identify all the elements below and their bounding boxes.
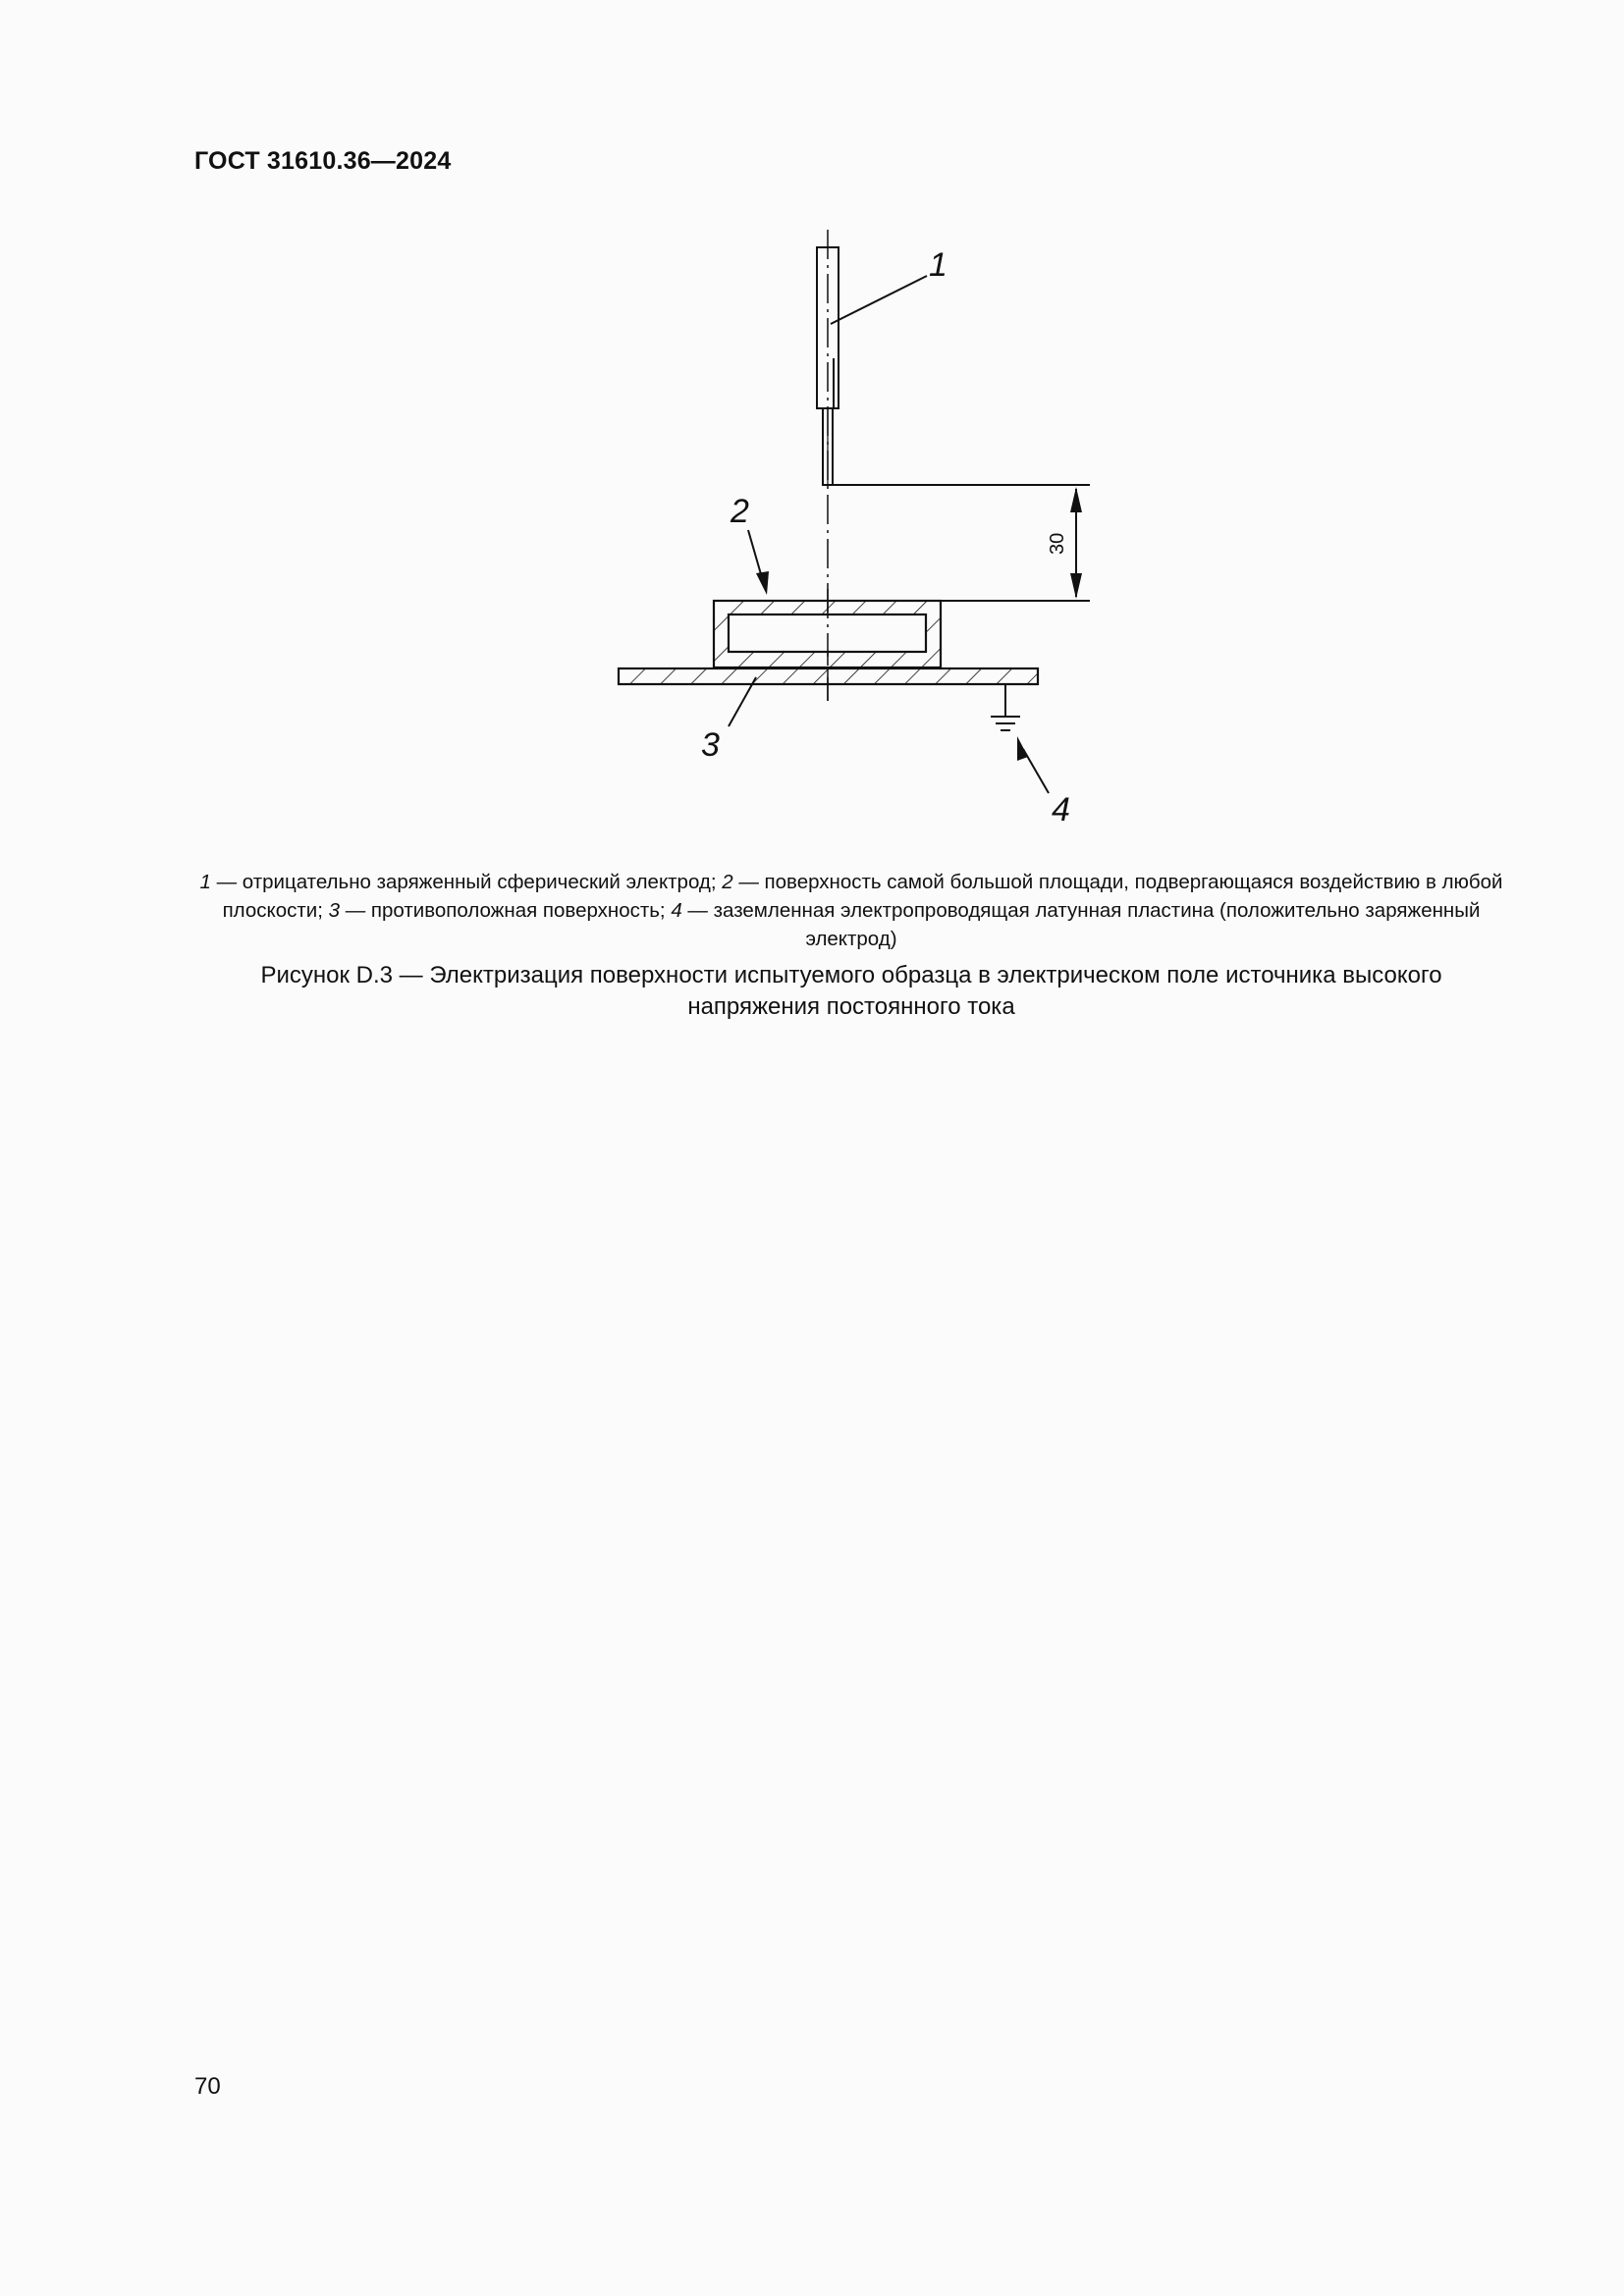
- page-number: 70: [194, 2073, 221, 2100]
- leader-1: [831, 276, 927, 324]
- legend-num-4: 4: [671, 899, 682, 922]
- dim-arrow-down: [1070, 573, 1082, 599]
- leader-2-arrow: [756, 571, 769, 595]
- leader-4-arrow: [1017, 736, 1028, 761]
- legend-text-2: — поверхность самой большой площади, подвергающаяся воздействию в любой плоскости;: [222, 871, 1503, 922]
- dimension-label: 30: [1047, 532, 1068, 555]
- legend-text-1: — отрицательно заряженный сферический электрод;: [210, 871, 723, 893]
- callout-1: 1: [929, 246, 947, 284]
- callout-4: 4: [1052, 791, 1070, 828]
- dim-arrow-up: [1070, 487, 1082, 512]
- ground-symbol: [991, 684, 1020, 730]
- figure-caption-line-2: напряжения постоянного тока: [687, 993, 1015, 1020]
- figure-caption: [192, 960, 1510, 1023]
- legend-text-3: — противоположная поверхность;: [340, 899, 672, 922]
- figure-legend: [192, 868, 1510, 953]
- figure-caption-line-1: Рисунок D.3 — Электризация поверхности испытуемого образца в электрическом поле источника высокого: [260, 962, 1442, 988]
- legend-num-3: 3: [328, 899, 341, 922]
- document-header: ГОСТ 31610.36—2024: [194, 147, 452, 175]
- figure-d3-diagram: [0, 0, 1624, 864]
- callout-3: 3: [701, 726, 720, 764]
- legend-text-4: — заземленная электропроводящая латунная пластина (положительно заряженный электрод): [681, 899, 1481, 950]
- callout-2: 2: [731, 493, 749, 530]
- legend-num-2: 2: [722, 871, 733, 893]
- legend-num-1: 1: [199, 871, 211, 893]
